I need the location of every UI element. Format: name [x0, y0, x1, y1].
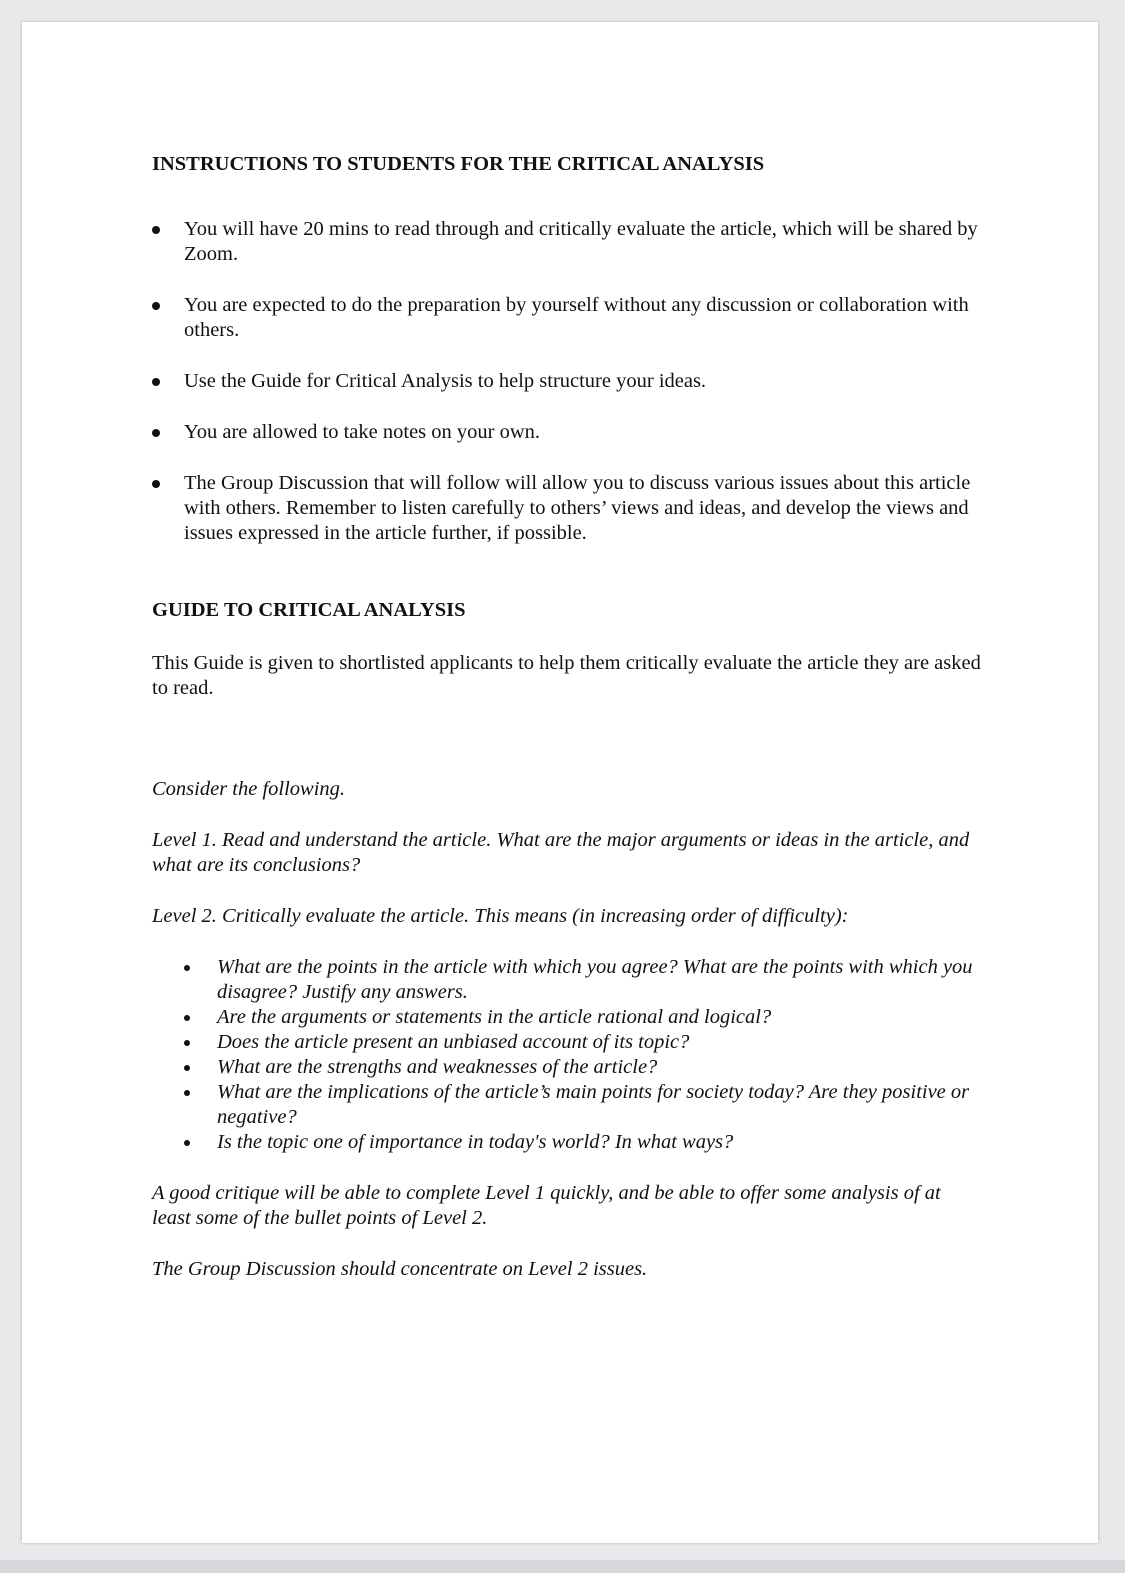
list-item	[184, 1030, 982, 1055]
document-content	[152, 152, 982, 1282]
bottom-edge	[0, 1560, 1125, 1573]
bullet-icon	[152, 429, 160, 437]
level1-text: Level 1. Read and understand the article. What are the major arguments or ideas in the article, and what are its conclusions?	[152, 829, 970, 876]
level2-point-text: Are the arguments or statements in the article rational and logical?	[217, 1006, 772, 1028]
instruction-text: Use the Guide for Critical Analysis to help structure your ideas.	[184, 370, 707, 392]
list-item	[184, 955, 982, 1005]
guide-intro: This Guide is given to shortlisted applicants to help them critically evaluate the article they are asked to read.	[152, 652, 981, 699]
list-item	[184, 1055, 982, 1080]
bullet-icon	[152, 378, 160, 386]
instructions-heading: INSTRUCTIONS TO STUDENTS FOR THE CRITICAL ANALYSIS	[152, 153, 765, 175]
level2-point-text: What are the implications of the article’s main points for society today? Are they positive or negative?	[217, 1081, 970, 1128]
bullet-icon	[184, 965, 190, 971]
list-item	[184, 1005, 982, 1030]
level2-point-text: Does the article present an unbiased account of its topic?	[217, 1031, 690, 1053]
level2-point-text: What are the points in the article with which you agree? What are the points with which you disagree? Justify any answers.	[217, 956, 973, 1003]
bullet-icon	[184, 1040, 190, 1046]
bullet-icon	[152, 480, 160, 488]
list-item	[184, 1080, 982, 1130]
good-critique-text: A good critique will be able to complete Level 1 quickly, and be able to offer some analysis of at least some of the bullet points of Level 2.	[152, 1182, 941, 1229]
consider-text: Consider the following.	[152, 778, 346, 800]
list-item	[152, 217, 982, 267]
bullet-icon	[184, 1015, 190, 1021]
document-page	[22, 22, 1098, 1543]
instruction-text: You are allowed to take notes on your own.	[184, 421, 541, 443]
bullet-icon	[184, 1140, 190, 1146]
group-discussion-text: The Group Discussion should concentrate on Level 2 issues.	[152, 1258, 648, 1280]
bullet-icon	[184, 1065, 190, 1071]
guide-heading: GUIDE TO CRITICAL ANALYSIS	[152, 599, 466, 621]
bullet-icon	[184, 1090, 190, 1096]
list-item	[152, 293, 982, 343]
bullet-icon	[152, 226, 160, 234]
list-item	[184, 1130, 982, 1155]
list-item	[152, 369, 982, 394]
instructions-list	[152, 217, 982, 546]
list-item	[152, 471, 982, 546]
instruction-text: You will have 20 mins to read through and critically evaluate the article, which will be shared by Zoom.	[184, 218, 978, 265]
level2-point-text: What are the strengths and weaknesses of the article?	[217, 1056, 658, 1078]
instruction-text: You are expected to do the preparation by yourself without any discussion or collaboration with others.	[184, 294, 969, 341]
level2-points-list	[152, 955, 982, 1155]
instruction-text: The Group Discussion that will follow will allow you to discuss various issues about this article with others. Remember to listen carefully to others’ views and ideas, and develop the views and issues expressed in the article further, if possible.	[184, 472, 971, 544]
level2-point-text: Is the topic one of importance in today's world? In what ways?	[217, 1131, 734, 1153]
list-item	[152, 420, 982, 445]
level2-text: Level 2. Critically evaluate the article. This means (in increasing order of difficulty):	[152, 905, 849, 927]
bullet-icon	[152, 302, 160, 310]
